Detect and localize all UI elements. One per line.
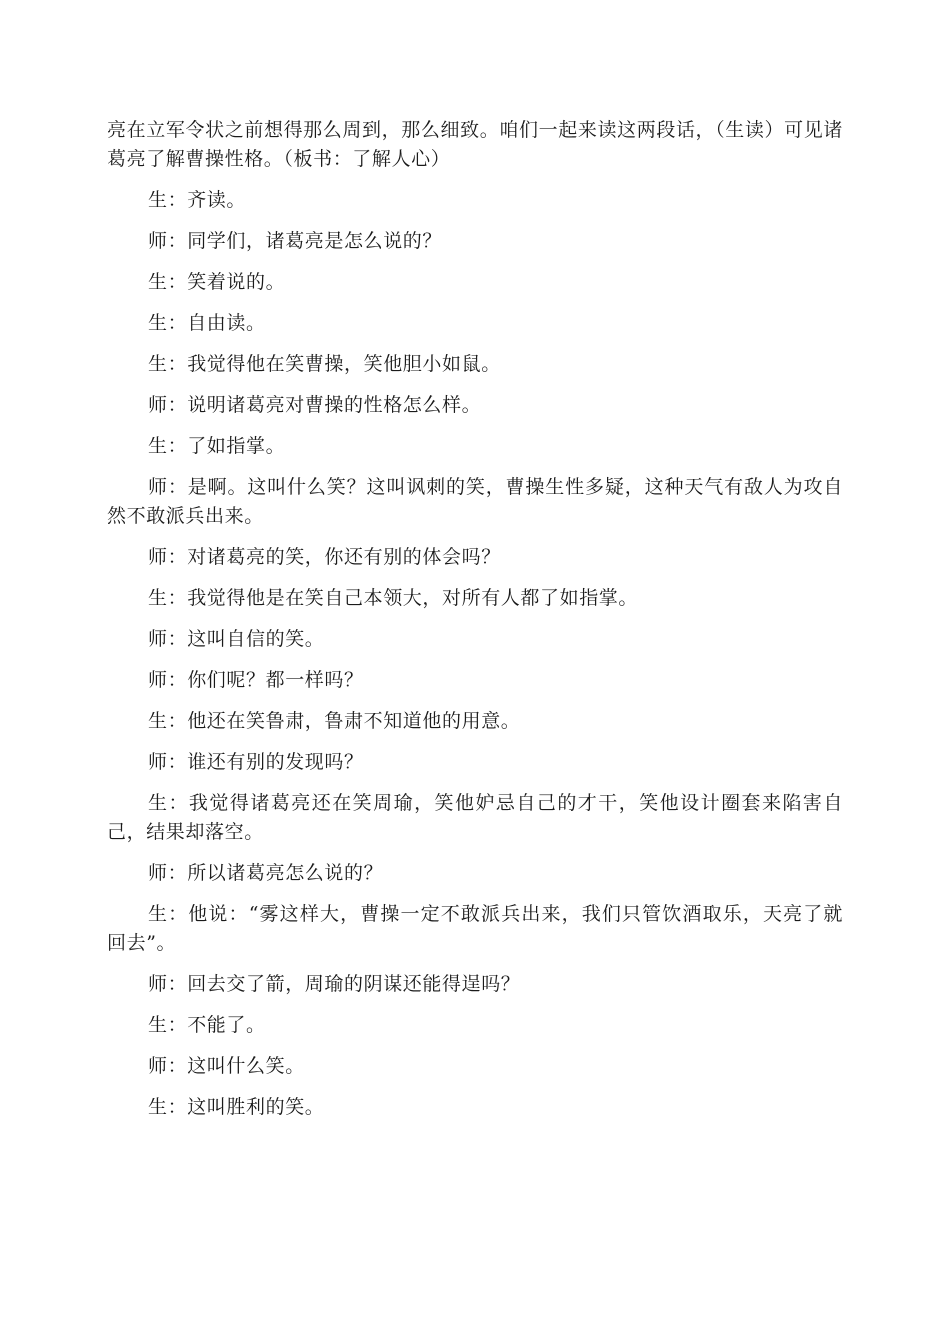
dialogue-line: 师：是啊。这叫什么笑？这叫讽刺的笑，曹操生性多疑，这种天气有敌人为攻自然不敢派兵出来。 (107, 476, 843, 527)
dialogue-line: 师：这叫自信的笑。 (148, 628, 325, 650)
dialogue-line: 生：这叫胜利的笑。 (148, 1096, 325, 1118)
dialogue-line: 师：同学们，诸葛亮是怎么说的？ (148, 230, 443, 252)
dialogue-line: 生：自由读。 (148, 312, 266, 334)
dialogue-line: 师：对诸葛亮的笑，你还有别的体会吗？ (148, 546, 501, 568)
dialogue-line: 生：齐读。 (148, 189, 247, 211)
dialogue-line: 师：这叫什么笑。 (148, 1055, 305, 1077)
dialogue-line: 师：所以诸葛亮怎么说的？ (148, 862, 384, 884)
dialogue-line: 生：他说：“雾这样大，曹操一定不敢派兵出来，我们只管饮酒取乐，天亮了就回去”。 (107, 903, 843, 954)
dialogue-line: 生：他还在笑鲁肃，鲁肃不知道他的用意。 (148, 710, 521, 732)
dialogue-line: 师：谁还有别的发现吗？ (148, 751, 364, 773)
dialogue-line: 生：笑着说的。 (148, 271, 286, 293)
paragraph-continuation: 亮在立军令状之前想得那么周到，那么细致。咱们一起来读这两段话，（生读）可见诸葛亮了解曹操性格。（板书：了解人心） (107, 119, 843, 170)
dialogue-line: 生：我觉得诸葛亮还在笑周瑜，笑他妒忌自己的才干，笑他设计圈套来陷害自己，结果却落空。 (107, 792, 843, 843)
document-body (107, 116, 843, 1134)
dialogue-line: 师：说明诸葛亮对曹操的性格怎么样。 (148, 394, 482, 416)
dialogue-line: 生：我觉得他是在笑自己本领大，对所有人都了如指掌。 (148, 587, 639, 609)
dialogue-line: 生：我觉得他在笑曹操，笑他胆小如鼠。 (148, 353, 501, 375)
dialogue-line: 生：不能了。 (148, 1014, 266, 1036)
dialogue-line: 生：了如指掌。 (148, 435, 286, 457)
dialogue-line: 师：回去交了箭，周瑜的阴谋还能得逞吗？ (148, 973, 521, 995)
dialogue-line: 师：你们呢？都一样吗？ (148, 669, 364, 691)
